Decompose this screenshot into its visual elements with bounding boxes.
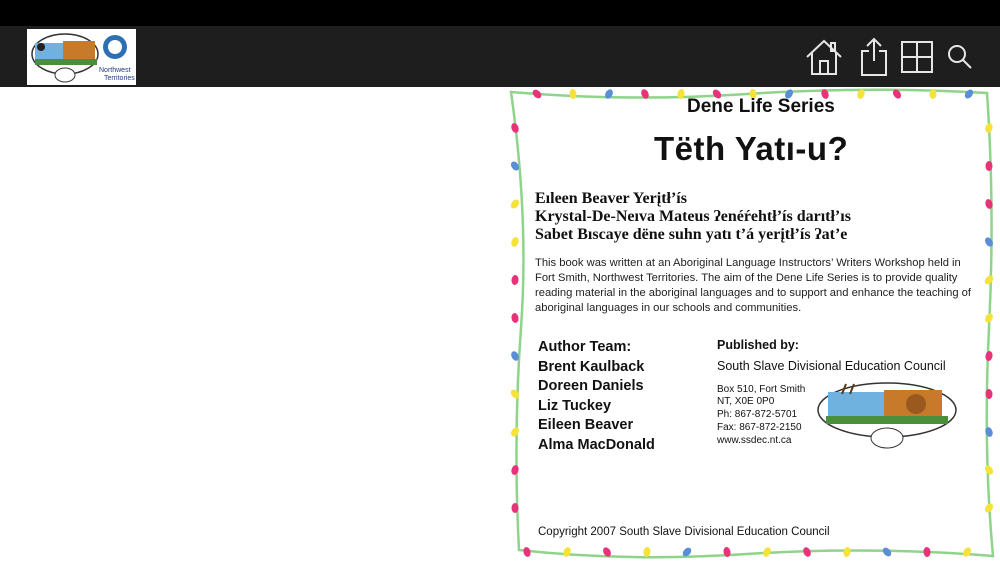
team-member: Eileen Beaver	[538, 417, 634, 433]
light-bulb	[509, 388, 521, 400]
author-line-3: Sabet Bıscaye dëne suhn yatı t’á yerįtł’ís ʔat’e	[535, 226, 848, 243]
light-bulb	[509, 198, 521, 210]
light-bulb	[843, 546, 852, 557]
series-title: Dene Life Series	[687, 96, 835, 117]
light-bulb	[985, 350, 994, 361]
light-bulb	[984, 312, 995, 324]
light-bulb	[511, 275, 519, 286]
publisher-name: South Slave Divisional Education Council	[717, 359, 946, 373]
svg-text:Northwest: Northwest	[99, 67, 131, 74]
light-bulb	[984, 426, 994, 438]
light-bulb	[510, 122, 520, 134]
book-page	[507, 88, 997, 563]
team-member: Doreen Daniels	[538, 378, 644, 394]
author-team-heading: Author Team:	[538, 339, 632, 355]
book-description: This book was written at an Aboriginal Language Instructors’ Writers Workshop held in Fort Smith, Northwest Territories. The aim of the Dene Life Series is to provide quality reading material in the aboriginal languages and to support and enhance the teaching of aboriginal languages in our schools and communities.	[535, 257, 972, 314]
app-toolbar	[0, 26, 1000, 87]
light-bulb	[562, 546, 572, 558]
light-bulb	[961, 546, 972, 558]
sdec-logo	[816, 380, 958, 450]
author-line-2: Krystal-De-Neıva Mateus ʔenéŕehtł’ís darıtł’ıs	[535, 208, 851, 225]
team-member: Liz Tuckey	[538, 398, 612, 414]
team-member: Brent Kaulback	[538, 359, 645, 375]
address-line: NT, X0E 0P0	[717, 396, 775, 407]
share-icon[interactable]	[858, 36, 890, 78]
nwt-logo[interactable]	[27, 29, 136, 85]
light-bulb	[983, 274, 995, 286]
author-line-1: Eıleen Beaver Yerįtł’ís	[535, 190, 687, 207]
light-bulb	[509, 426, 520, 438]
copyright-notice: Copyright 2007 South Slave Divisional Education Council	[538, 526, 830, 538]
home-icon[interactable]	[804, 36, 844, 78]
light-bulb	[963, 88, 975, 100]
status-bar	[0, 0, 1000, 26]
address-line: Box 510, Fort Smith	[717, 384, 806, 395]
team-member: Alma MacDonald	[538, 437, 655, 453]
light-bulb	[643, 547, 651, 558]
light-bulb	[923, 547, 931, 557]
published-by-heading: Published by:	[717, 338, 799, 352]
phone-line: Ph: 867-872-5701	[717, 409, 798, 420]
light-bulb	[510, 464, 519, 476]
light-bulb	[512, 503, 519, 513]
grid-icon[interactable]	[899, 36, 935, 78]
light-bulb	[510, 236, 520, 248]
search-icon[interactable]	[946, 36, 974, 78]
fax-line: Fax: 867-872-2150	[717, 422, 802, 433]
website-line: www.ssdec.nt.ca	[717, 435, 792, 446]
book-title: Tëth Yatı-u?	[654, 130, 849, 167]
light-bulb	[984, 122, 994, 134]
light-bulb	[522, 546, 531, 557]
svg-text:Territories: Territories	[104, 75, 135, 82]
light-bulb	[569, 89, 577, 100]
light-bulb	[983, 236, 994, 248]
light-bulb	[511, 312, 520, 323]
